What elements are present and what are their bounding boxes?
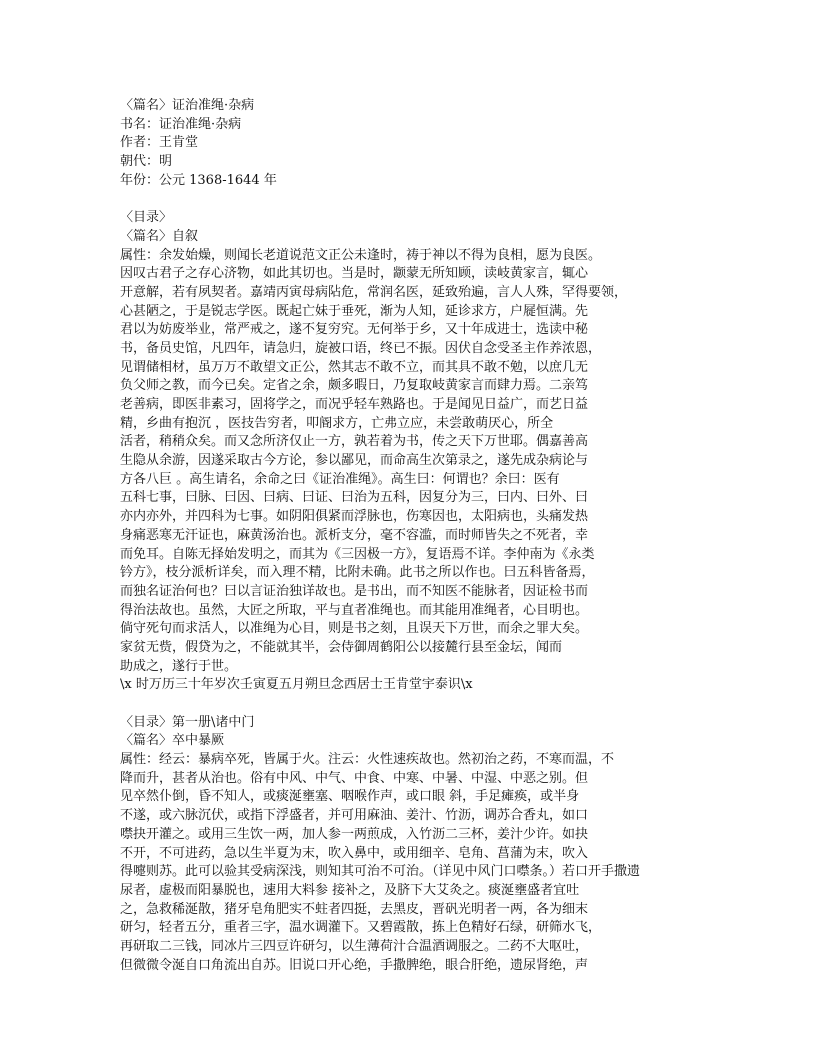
spacer xyxy=(120,190,810,209)
text-line: 方各八巨 。高生请名，余命之曰《证治准绳》。高生曰：何谓也？余曰：医有 xyxy=(120,471,560,487)
text-line: 书，备员史馆，凡四年，请急归，旋被口语，终已不振。因伏自念受圣主作养浓恩， xyxy=(120,340,602,356)
header-chapter-title: 〈篇名〉证治准绳·杂病 xyxy=(120,98,255,113)
header-author: 作者：王肯堂 xyxy=(120,135,199,151)
text-line: 君以为妨废举业，常严戒之，遂不复穷究。无何举于乡，又十年成进士，选读中秘 xyxy=(120,322,589,338)
document-header xyxy=(120,97,810,190)
text-line: 身痛恶寒无汗证也，麻黄汤治也。派析支分，毫不容滥，而时师皆失之不死者，幸 xyxy=(120,527,589,543)
header-year: 年份：公元 1368-1644 年 xyxy=(120,172,277,188)
text-line: 属性：余发始燥，则闻长老道说范文正公未逢时，祷于神以不得为良相，愿为良医。 xyxy=(120,247,602,263)
document-page xyxy=(120,97,810,975)
text-line: 噤抉开灌之。或用三生饮一两，加人参一两煎成，入竹沥二三杯，姜汁少许。如抉 xyxy=(120,826,589,842)
text-line: 钤方》，枝分派析详矣，而入理不精，比附未确。此书之所以作也。曰五科皆备焉， xyxy=(120,565,595,581)
text-line: 得嚏则苏。此可以验其受病深浅，则知其可治不可治。（详见中风门口噤条。）若口开手撒遗 xyxy=(120,864,641,880)
text-line: 而免耳。自陈无择始发明之，而其为《三因极一方》，复语焉不详。李仲南为《永类 xyxy=(120,546,595,562)
text-line: 不遂，或六脉沉伏，或指下浮盛者，并可用麻油、姜汁、竹沥，调苏合香丸，如口 xyxy=(120,808,589,824)
text-line: 得治法故也。虽然，大匠之所取，平与直者准绳也。而其能用准绳者，心目明也。 xyxy=(120,602,589,618)
text-line: 五科七事，曰脉、曰因、曰病、曰证、曰治为五科，因复分为三，曰内、曰外、曰 xyxy=(120,490,589,506)
text-line: 心甚陋之，于是锐志学医。既起亡妹于垂死，渐为人知，延诊求方，户屣恒满。先 xyxy=(120,303,589,319)
text-line: 倘守死句而求活人，以准绳为心目，则是书之刻，且误天下万世，而余之罪大矣。 xyxy=(120,621,589,637)
text-line: 再研取二三钱，同冰片三四豆许研匀，以生薄荷汁合温酒调服之。二药不大呕吐， xyxy=(120,938,589,954)
text-line: 家贫无赀，假贷为之，不能就其半，会侍御周鹤阳公以接麓行县至金坛，闻而 xyxy=(120,639,563,655)
text-line: 活者，稍稍众矣。而又念所济仅止一方，孰若着为书，传之天下万世耶。偶嘉善高 xyxy=(120,434,589,450)
preface-body xyxy=(120,247,810,696)
text-line: 之，急救稀涎散，猪牙皂角肥实不蛀者四挺，去黑皮，晋矾光明者一两，各为细末 xyxy=(120,901,589,917)
section-stroke xyxy=(120,714,810,976)
text-line: 开意解，若有夙契者。嘉靖丙寅母病阽危，常润名医，延致殆遍，言人人殊，罕得要领， xyxy=(120,284,628,300)
text-line: 助成之，遂行于世。 xyxy=(120,658,238,674)
text-line: 而独名证治何也？曰以言证治独详故也。是书出，而不知医不能脉者，因证检书而 xyxy=(120,583,589,599)
text-line: 属性：经云：暴病卒死，皆属于火。注云：火性速疾故也。然初治之药，不寒而温，不 xyxy=(120,752,615,768)
text-line: 因叹古君子之存心济物，如此其切也。当是时，颛蒙无所知顾，读岐黄家言，辄心 xyxy=(120,266,589,282)
text-line: 但微微令涎自口角流出自苏。旧说口开心绝，手撒脾绝，眼合肝绝，遗尿肾绝，声 xyxy=(120,957,589,973)
header-dynasty: 朝代：明 xyxy=(120,154,173,170)
text-line: 亦内亦外，并四科为七事。如阴阳俱紧而浮脉也，伤寒因也，太阳病也，头痛发热 xyxy=(120,509,589,525)
text-line: 负父师之教，而今已矣。定省之余，颇多暇日，乃复取岐黄家言而肆力焉。二亲笃 xyxy=(120,378,589,394)
header-book-name: 书名：证治准绳·杂病 xyxy=(120,116,242,132)
text-line: 尿者，虚极而阳暴脱也，速用大料参 接补之，及脐下大艾灸之。痰涎壅盛者宜吐 xyxy=(120,882,580,898)
text-line: 见谓储相材，虽万万不敢望文正公，然其志不敢不立，而其具不敢不勉，以庶几无 xyxy=(120,359,589,375)
text-line: 老善病，即医非素习，固将学之，而况乎轻车熟路也。于是闻见日益广，而艺日益 xyxy=(120,397,589,412)
text-line: 降而升，甚者从治也。俗有中风、中气、中食、中寒、中暑、中湿、中恶之别。但 xyxy=(120,770,589,786)
text-line: 不开，不可进药，急以生半夏为末，吹入鼻中，或用细辛、皂角、菖蒲为末，吹入 xyxy=(120,845,589,861)
spacer xyxy=(120,695,810,714)
preface-section xyxy=(120,209,810,695)
text-line: 精，乡曲有抱沉 ，医技告穷者，叩阍求方，亡弗立应，未尝敢萌厌心，所全 xyxy=(120,415,554,431)
toc-marker: 〈目录〉 xyxy=(120,210,173,226)
text-line: \x 时万历三十年岁次壬寅夏五月朔旦念西居士王肯堂宇泰识\x xyxy=(120,677,473,693)
toc-marker: 〈目录〉第一册\诸中门 xyxy=(120,714,255,730)
text-line: 见卒然仆倒，昏不知人，或痰涎壅塞、咽喉作声，或口眼 斜，手足瘫痪，或半身 xyxy=(120,789,580,805)
section-title: 〈篇名〉自叙 xyxy=(120,228,199,244)
section-title: 〈篇名〉卒中暴厥 xyxy=(120,733,225,749)
section-body xyxy=(120,751,810,975)
text-line: 研匀，轻者五分，重者三字，温水调灌下。又碧霞散，拣上色精好石绿，研筛水飞， xyxy=(120,920,602,936)
text-line: 生隐从余游，因遂采取古今方论，参以鄙见，而命高生次第录之，遂先成杂病论与 xyxy=(120,453,589,469)
